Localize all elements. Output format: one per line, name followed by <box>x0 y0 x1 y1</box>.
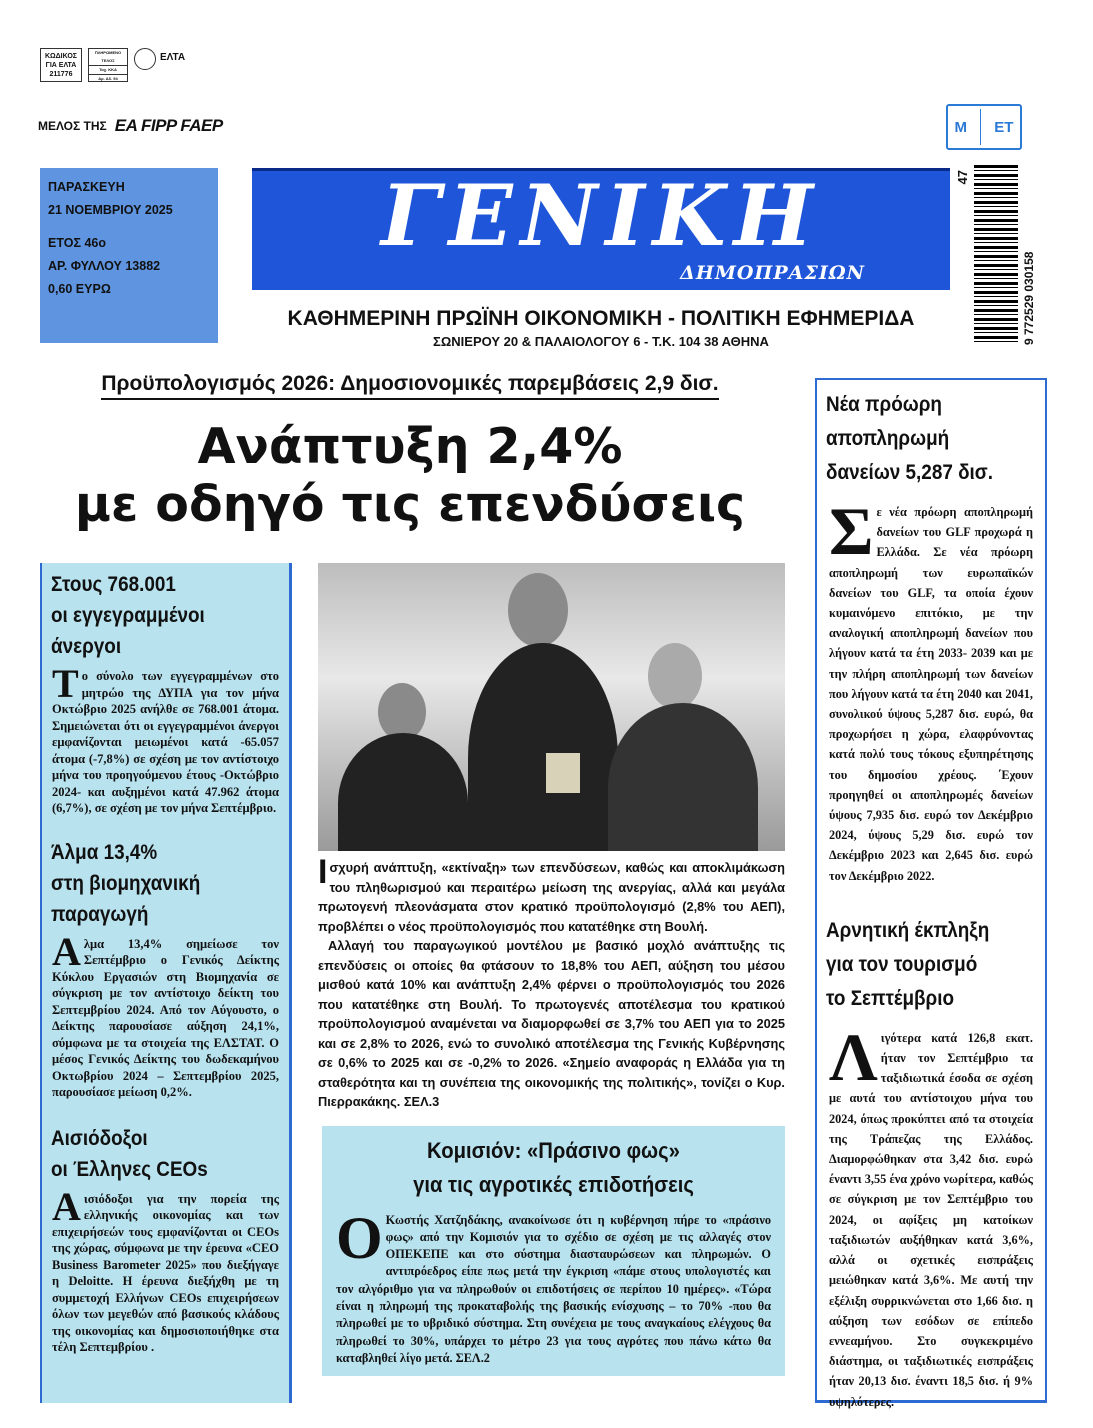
elta-code-box <box>40 48 82 82</box>
met-left: M <box>954 118 968 136</box>
drop-cap: Α <box>52 928 81 974</box>
drop-cap: Σ <box>829 493 874 569</box>
left-column <box>40 563 292 1403</box>
article-text: λμα 13,4% σημείωσε τον Σεπτέμβριο ο Γενικός Δείκτης Κύκλου Εργασιών στη Βιομηχανία σε σύγκριση με τον αντίστοιχο δείκτη του Σεπτεμβρίου 2024. Από τον Αύγουστο, ο Δείκτης παρουσίασε αύξηση 24,1%, σύμφωνα με τα στοιχεία της ΕΛΣΤΑΤ. Ο μέσος Γενικός Δείκτης του δωδεκαμήνου Οκτωβρίου 2024 – Σεπτεμβρίου 2025, παρουσίασε μείωση 0,2%. <box>52 936 279 1099</box>
article-ceos <box>42 1101 289 1356</box>
drop-cap: Λ <box>829 1018 878 1095</box>
news-photo <box>318 563 785 851</box>
article-industry <box>42 817 289 1101</box>
article-title: για τις αγροτικές επιδοτήσεις <box>413 1171 694 1197</box>
right-column <box>815 378 1047 1409</box>
issue-info-box <box>40 168 218 343</box>
lead-paragraph: Αλλαγή του παραγωγικού μοντέλου με βασικό μοχλό ανάπτυξης τις επενδύσεις οι οποίες θα φτάσουν το 18,8% του ΑΕΠ, αύξηση του μέσου μισθού κατά 10% και ανάπτυξη 2,4% φέρνει ο προϋπολογισμός του 2026 που κατατέθηκε στη Βουλή. Το πρωτογενές αποτέλεσμα του κρατικού προϋπολογισμού αναμένεται να διαμορφωθεί σε 3,7% του ΑΕΠ για το 2025 και σε 2,8% το 2026, ενώ το συνολικό αποτέλεσμα της Γενικής Κυβέρνησης σε 0,6% το 2025 και σε -0,2% το 2026. «Σημείο αναφοράς η Ελλάδα για τη σταθερότητα και τη συνέπεια της οικονομικής της πολιτικής», τονίζει ο Κυρ. Πιερρακάκης. ΣΕΛ.3 <box>318 938 785 1109</box>
issue-number: ΑΡ. ΦΥΛΛΟΥ 13882 <box>48 259 161 273</box>
issue-date: 21 ΝΟΕΜΒΡΙΟΥ 2025 <box>48 203 173 217</box>
article-title: το Σεπτέμβριο <box>826 986 955 1010</box>
main-headline <box>30 418 790 534</box>
masthead <box>252 168 950 290</box>
fipp-faep-logo: ΕΑ FIPP FAEP <box>114 116 223 135</box>
article-title: Νέα πρόωρη <box>826 393 942 416</box>
drop-cap: Α <box>52 1183 81 1229</box>
member-of <box>38 116 223 136</box>
article-title: οι εγγεγραμμένοι <box>51 604 205 627</box>
article-body <box>42 661 289 817</box>
elta-logo: ΕΛΤΑ <box>160 52 186 63</box>
article-komision <box>322 1126 785 1376</box>
article-title: δανείων 5,287 δισ. <box>826 461 993 484</box>
main-article-body <box>318 853 785 1112</box>
met-divider <box>980 109 981 145</box>
article-body <box>817 1018 1045 1412</box>
issue-price: 0,60 ΕΥΡΩ <box>48 282 111 296</box>
newspaper-title: ΓΕΝΙΚΗ <box>380 166 822 265</box>
address: ΣΩΝΙΕΡΟΥ 20 & ΠΑΛΑΙΟΛΟΓΟΥ 6 - Τ.Κ. 104 38 ΑΘΗΝΑ <box>433 334 769 349</box>
issue-day: ΠΑΡΑΣΚΕΥΗ <box>48 180 125 194</box>
elta-code-line: 211776 <box>49 71 73 78</box>
drop-cap: Ι <box>318 853 328 891</box>
drop-cap: Ο <box>336 1204 383 1271</box>
drop-cap: Τ <box>52 661 79 706</box>
issue-year: ΕΤΟΣ 46ο <box>48 236 106 250</box>
center-column <box>318 853 785 1376</box>
article-title: Στους 768.001 <box>51 573 176 596</box>
article-body <box>42 928 289 1101</box>
elta-code-line: ΚΩΔΙΚΟΣ <box>44 53 78 60</box>
article-title: παραγωγή <box>51 902 149 926</box>
article-title: Κομισιόν: «Πράσινο φως» <box>427 1137 680 1163</box>
article-text: ιγότερα κατά 126,8 εκατ. ήταν τον Σεπτέμβριο τα ταξιδιωτικά έσοδα σε σχέση με αυτά του αντίστοιχου μήνα του 2024, όπως προκύπτει από τα στοιχεία της Τράπεζας της Ελλάδος. Διαμορφώθηκαν στα 3,42 δισ. ευρώ έναντι 3,55 ένα χρόνο νωρίτερα, καθώς σε σύγκριση με τον Σεπτέμβριο του 2024, οι αφίξεις μη κατοίκων ταξιδιωτών αυξήθηκαν κατά 3,6%, αλλά οι σχετικές εισπράξεις μειώθηκαν κατά 3,6%. Με αυτή την εξέλιξη συρρικνώνεται στο 1,66 δισ. η αύξηση των εσόδων σε επίπεδο εννεαμήνου. Στο συγκεκριμένο διάστημα, οι ταξιδιωτικές εισπράξεις ήταν 20,13 δισ. έναντι 18,5 δισ. ή 9% υψηλότερες. <box>829 1030 1033 1409</box>
tagline: ΚΑΘΗΜΕΡΙΝΗ ΠΡΩΪΝΗ ΟΙΚΟΝΟΜΙΚΗ - ΠΟΛΙΤΙΚΗ ΕΦΗΜΕΡΙΔΑ <box>287 307 915 330</box>
article-title: για τον τουρισμό <box>826 952 978 976</box>
article-body <box>817 493 1045 886</box>
article-body <box>322 1204 785 1368</box>
article-tourism <box>817 886 1045 1412</box>
headline-line: Ανάπτυξη 2,4% <box>197 418 623 475</box>
met-right: ET <box>994 118 1014 136</box>
article-title: στη βιομηχανική <box>51 871 201 895</box>
article-unemployed <box>42 563 289 817</box>
article-title: Αρνητική έκπληξη <box>826 918 990 942</box>
newspaper-subtitle: ΔΗΜΟΠΡΑΣΙΩΝ <box>680 262 865 284</box>
paid-line: ΠΛΗΡΩΜΕΝΟ ΤΕΛΟΣ <box>94 50 122 63</box>
paid-line: Αρ. Αδ. 94 <box>89 74 127 83</box>
elta-code-line: ΓΙΑ ΕΛΤΑ <box>45 62 77 69</box>
barcode-icon <box>974 165 1018 345</box>
article-loans <box>817 380 1045 886</box>
article-text: Κωστής Χατζηδάκης, ανακοίνωσε ότι η κυβέρνηση πήρε το «πράσινο φως» από την Κομισιόν για το σχέδιο σε σχέση με τις αλλαγές στον ΟΠΕΚΕΠΕ και στο σύστημα διασταυρώσεων και πληρωμών. Ο αντιπρόεδρος είπε πως μετά την έγκριση «πάμε στους υπολογιστές και τον αλγόριθμο για να πληρωθούν οι επιδοτήσεις σε περίπου 10 ημέρες». «Τώρα είναι η πληρωμή της προκαταβολής της βασικής ενίσχυσης – το 70% -που θα πληρωθεί με το υβριδικό σύστημα. Στη συνέχεια με τους αναγκαίους ελέγχους θα πληρωθεί το 30%, υπάρχει το μέτρο 23 για τους αγρότες που πάνω κάτω θα καταβληθεί λίγο μετά. ΣΕΛ.2 <box>336 1212 771 1365</box>
elta-seal-icon <box>134 48 156 70</box>
barcode-issue-number: 47 <box>955 170 970 185</box>
barcode-digits: 9 772529 030158 <box>1022 251 1036 345</box>
article-text: ο σύνολο των εγγεγραμμένων στο μητρώο της ΔΥΠΑ για τον μήνα Οκτώβριο 2025 ανήλθε σε 768.001 άτομα. Σημειώνεται ότι οι εγγεγραμμένοι άνεργοι εμφανίζονται μειωμένοι κατά -65.057 άτομα (-7,8%) σε σχέση με τον αντίστοιχο μήνα του προηγούμενου έτους -Οκτώβριο 2024- και αυξημένοι κατά 47.962 άτομα (6,7%), σε σχέση με τον μήνα Σεπτέμβριο. <box>52 669 279 815</box>
main-kicker: Προϋπολογισμός 2026: Δημοσιονομικές παρεμβάσεις 2,9 δισ. <box>101 370 718 400</box>
headline-line: με οδηγό τις επενδύσεις <box>74 476 746 533</box>
article-title: οι Έλληνες CEOs <box>51 1157 208 1181</box>
article-text: ισιόδοξοι για την πορεία της ελληνικής οικονομίας και των επιχειρήσεών τους εμφανίζονται οι CEOs της χώρας, σύμφωνα με την έρευνα «CEO Business Barometer 2025» που διεξήγαγε η Deloitte. Η έρευνα διεξήχθη με τη συμμετοχή Ελλήνων CEOs επιχειρήσεων όλων των μεγεθών από βασικούς κλάδους της οικονομίας και δημοσιοποιήθηκε στα τέλη Σεπτεμβρίου . <box>52 1191 279 1354</box>
article-title: άνεργοι <box>51 635 122 658</box>
met-book-logo <box>946 104 1022 150</box>
member-label: ΜΕΛΟΣ ΤΗΣ <box>38 119 107 133</box>
article-title: Άλμα 13,4% <box>51 840 158 864</box>
article-text: ε νέα πρόωρη αποπληρωμή δανείων του GLF προχωρά η Ελλάδα. Σε νέα πρόωρη αποπληρωμή των ευρωπαϊκών δανείων του GLF, τα οποία έχουν κυμαινόμενο επιτόκιο, με την αναλογική αποπληρωμή δανείων που λήγουν κατά τα έτη 2033- 2039 και με την πλήρη αποπληρωμή των δανείων που λήγουν κατά τα έτη 2040 και 2041, συνολικού ύψους 5,287 δισ. ευρώ, θα προχωρήσει η χώρα, ελαφρύνοντας κατά πολύ τους τόκους εξυπηρέτησης του δημοσίου χρέους. ΄Εχουν προηγηθεί οι αποπληρωμές δανείων ύψους 7,935 δισ. ευρώ τον Δεκέμβριο 2024, ύψους 5,29 δισ. ευρώ τον Δεκέμβριο 2023 και 2,645 δισ. ευρώ τον Δεκέμβριο 2022. <box>829 505 1033 883</box>
top-story-header <box>30 370 790 534</box>
paid-line: Ταχ. ΚΚΑ <box>89 65 127 74</box>
postage-paid-box <box>88 48 128 82</box>
article-title: Αισιόδοξοι <box>51 1126 148 1150</box>
article-title: αποπληρωμή <box>826 427 950 450</box>
lead-paragraph <box>318 853 785 936</box>
article-body <box>42 1183 289 1356</box>
article-text: σχυρή ανάπτυξη, «εκτίναξη» των επενδύσεων, καθώς και αποκλιμάκωση του πληθωρισμού και περαιτέρω μείωση της ανεργίας, αλλά και μεγάλα πρωτογενή πλεονάσματα στον κρατικό προϋπολογισμό (2,8% του ΑΕΠ), προβλέπει ο νέος προϋπολογισμός που κατατέθηκε στη Βουλή. <box>318 860 785 934</box>
